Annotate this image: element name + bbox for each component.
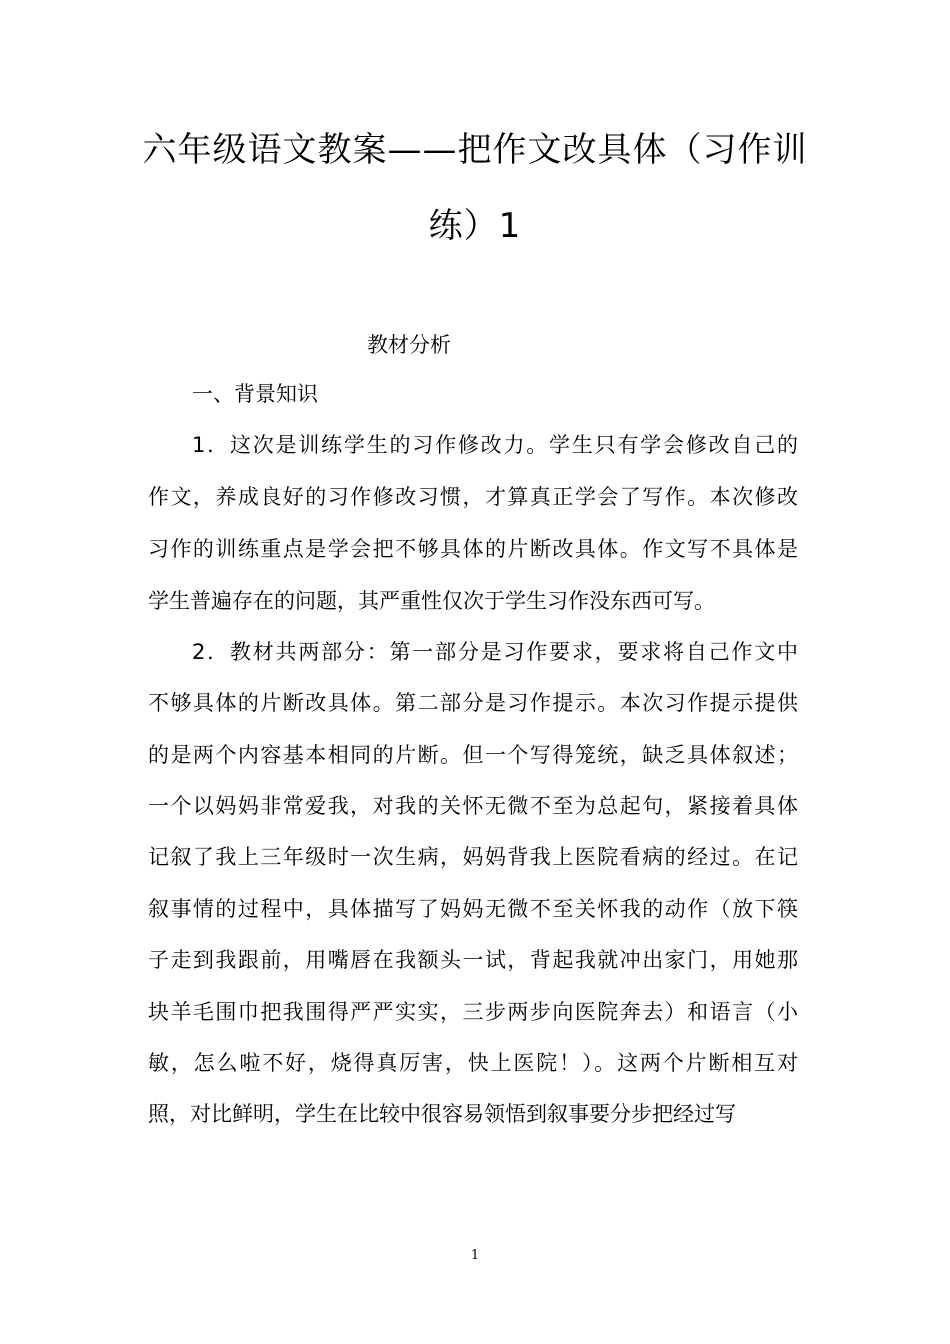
- document-title-line-2: 练）1: [428, 206, 522, 246]
- page-number: 1: [470, 1248, 480, 1263]
- paragraph-1-line-4: 学生普遍存在的问题，其严重性仅次于学生习作没东西可写。: [148, 589, 715, 613]
- paragraph-2-line-1: 2．教材共两部分：第一部分是习作要求，要求将自己作文中: [192, 640, 798, 664]
- paragraph-2-line-2: 不够具体的片断改具体。第二部分是习作提示。本次习作提示提供: [148, 691, 798, 715]
- paragraph-2-line-4: 一个以妈妈非常爱我，对我的关怀无微不至为总起句，紧接着具体: [148, 794, 798, 818]
- section-heading: 教材分析: [367, 333, 451, 357]
- paragraph-2-line-10: 照，对比鲜明，学生在比较中很容易领悟到叙事要分步把经过写: [148, 1102, 736, 1126]
- paragraph-1-line-3: 习作的训练重点是学会把不够具体的片断改具体。作文写不具体是: [148, 537, 798, 561]
- paragraph-2-line-6: 叙事情的过程中，具体描写了妈妈无微不至关怀我的动作（放下筷: [148, 897, 798, 921]
- paragraph-2-line-5: 记叙了我上三年级时一次生病，妈妈背我上医院看病的经过。在记: [148, 845, 798, 869]
- paragraph-2-line-7: 子走到我跟前，用嘴唇在我额头一试，背起我就冲出家门，用她那: [148, 948, 798, 972]
- subheading: 一、背景知识: [192, 382, 318, 406]
- paragraph-2-line-3: 的是两个内容基本相同的片断。但一个写得笼统，缺乏具体叙述；: [148, 743, 798, 767]
- document-title-line-1: 六年级语文教案——把作文改具体（习作训: [142, 130, 808, 170]
- paragraph-1-line-2: 作文，养成良好的习作修改习惯，才算真正学会了写作。本次修改: [148, 485, 798, 509]
- paragraph-2-line-9: 敏，怎么啦不好，烧得真厉害，快上医院！）。这两个片断相互对: [148, 1051, 798, 1075]
- paragraph-2-line-8: 块羊毛围巾把我围得严严实实，三步两步向医院奔去）和语言（小: [148, 1000, 798, 1024]
- paragraph-1-line-1: 1．这次是训练学生的习作修改力。学生只有学会修改自己的: [192, 433, 798, 457]
